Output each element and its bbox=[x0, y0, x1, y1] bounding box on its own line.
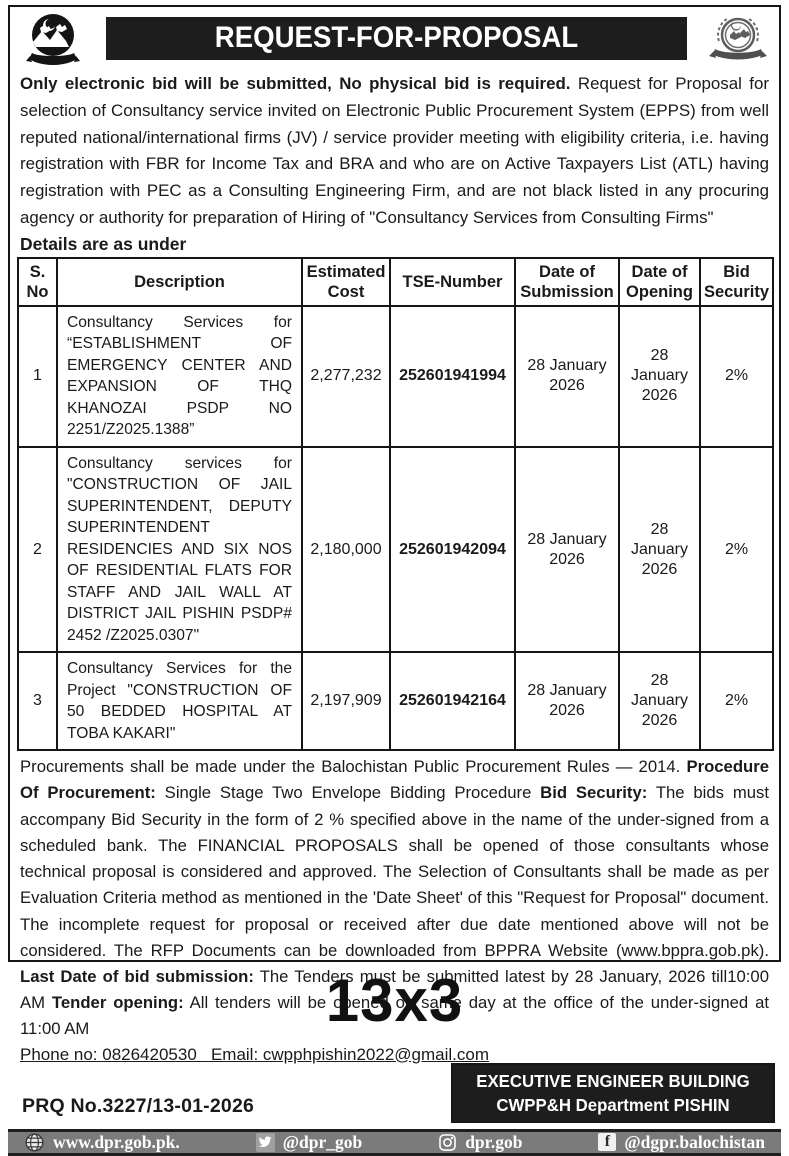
cell-bid_security: 2% bbox=[700, 447, 773, 653]
cell-description: Consultancy services for "CONSTRUCTION OF JAIL SUPERINTENDENT, DEPUTY SUPERINTENDENT RESIDENCIES AND SIX NOS OF RESIDENTIAL FLATS FOR STAFF AND JAIL WALL AT DISTRICT JAIL PISHIN PSDP# 2452 /Z2025.0307" bbox=[57, 447, 302, 653]
intro-paragraph bbox=[10, 71, 779, 232]
bold-text-segment: Tender opening: bbox=[51, 993, 184, 1013]
cell-date_of_submission: 28 January 2026 bbox=[515, 652, 619, 750]
social-footer-bar bbox=[8, 1129, 781, 1156]
text-segment: The Tenders must be submitted latest by 28 January, 2026 till10:00 AM bbox=[20, 966, 769, 1013]
rfp-table bbox=[17, 257, 774, 752]
cell-estimated_cost: 2,277,232 bbox=[302, 306, 390, 447]
cell-description: Consultancy Services for the Project "CONSTRUCTION OF 50 BEDDED HOSPITAL AT TOBA KAKARI" bbox=[57, 652, 302, 750]
header-sno: S. No bbox=[18, 258, 57, 306]
cell-estimated_cost: 2,197,909 bbox=[302, 652, 390, 750]
bold-text-segment: Last Date of bid submission: bbox=[20, 966, 254, 986]
instagram-handle-label: dpr.gob bbox=[465, 1131, 523, 1152]
cell-sno: 3 bbox=[18, 652, 57, 750]
header-description: Description bbox=[57, 258, 302, 306]
cell-tse_number: 252601942164 bbox=[390, 652, 515, 750]
twitter-handle-label: @dpr_gob bbox=[282, 1131, 363, 1152]
details-label: Details are as under bbox=[20, 233, 187, 254]
cell-date_of_opening: 28 January 2026 bbox=[619, 306, 700, 447]
table-header-row bbox=[18, 258, 773, 306]
twitter-icon bbox=[256, 1133, 275, 1152]
facebook-handle-label: @dgpr.balochistan bbox=[624, 1131, 765, 1152]
rfp-table-body bbox=[18, 306, 773, 751]
header-tse-number: TSE-Number bbox=[390, 258, 515, 306]
cell-tse_number: 252601941994 bbox=[390, 306, 515, 447]
text-segment: Single Stage Two Envelope Bidding Procedure bbox=[155, 783, 541, 803]
signature-line-1: EXECUTIVE ENGINEER BUILDING bbox=[476, 1070, 750, 1091]
signature-line-2: CWPP&H Department PISHIN bbox=[496, 1094, 730, 1115]
cell-date_of_opening: 28 January 2026 bbox=[619, 447, 700, 653]
cell-bid_security: 2% bbox=[700, 306, 773, 447]
cell-date_of_submission: 28 January 2026 bbox=[515, 447, 619, 653]
table-row bbox=[18, 447, 773, 653]
contact-line: Phone no: 0826420530 Email: cwpphpishin2022@gmail.com bbox=[20, 1044, 490, 1064]
balochistan-emblem-logo bbox=[16, 12, 90, 68]
cell-date_of_opening: 28 January 2026 bbox=[619, 652, 700, 750]
cell-description: Consultancy Services for “ESTABLISHMENT OF EMERGENCY CENTER AND EXPANSION OF THQ KHANOZAI PSDP NO 2251/Z2025.1388” bbox=[57, 306, 302, 447]
header bbox=[10, 7, 779, 71]
bold-text-segment: Procedure Of Procurement: bbox=[20, 757, 769, 803]
text-segment: All tenders will be opened on same day at the office of the under-signed at 11:00 AM bbox=[20, 993, 770, 1039]
instagram-item bbox=[438, 1132, 522, 1153]
globe-icon bbox=[24, 1132, 45, 1153]
website-item bbox=[24, 1132, 180, 1153]
website-label: www.dpr.gob.pk. bbox=[53, 1131, 180, 1152]
text-segment: Request for Proposal for selection of Consultancy service invited on Electronic Public Procurement System (EPPS) from well reputed national/international firms (JV) / service provider meeting with eligibility criteria, i.e. having registration with FBR for Income Tax and BRA and who are on Active Taxpayers List (ATL) having registration with PEC as a Consulting Engineering Firm, and are not black listed in any procuring agency or authority for preparation of Hiring of "Consultancy Services from Consulting Firms" bbox=[20, 74, 769, 227]
facebook-icon: f bbox=[598, 1133, 616, 1151]
header-date-of-opening: Date of Opening bbox=[619, 258, 700, 306]
cell-estimated_cost: 2,180,000 bbox=[302, 447, 390, 653]
bold-text-segment: Bid Security: bbox=[540, 783, 648, 803]
twitter-item bbox=[256, 1132, 363, 1153]
prq-number: PRQ No.3227/13-01-2026 bbox=[22, 1094, 255, 1117]
header-estimated-cost: Estimated Cost bbox=[302, 258, 390, 306]
signature-block bbox=[453, 1065, 773, 1121]
text-segment: Procurements shall be made under the Balochistan Public Procurement Rules — 2014. bbox=[20, 757, 687, 777]
cell-date_of_submission: 28 January 2026 bbox=[515, 306, 619, 447]
cell-sno: 2 bbox=[18, 447, 57, 653]
instagram-icon bbox=[438, 1133, 457, 1152]
cell-tse_number: 252601942094 bbox=[390, 447, 515, 653]
department-crest-logo bbox=[703, 11, 773, 69]
header-date-of-submission: Date of Submission bbox=[515, 258, 619, 306]
table-row bbox=[18, 306, 773, 447]
page-title: REQUEST-FOR-PROPOSAL bbox=[214, 21, 579, 54]
bold-text-segment: Only electronic bid will be submitted, No physical bid is required. bbox=[20, 74, 571, 93]
title-banner bbox=[106, 17, 687, 60]
table-row bbox=[18, 652, 773, 750]
signature-row bbox=[10, 1065, 779, 1129]
cell-sno: 1 bbox=[18, 306, 57, 447]
ad-size-label: 13x3 bbox=[325, 967, 464, 1034]
cell-bid_security: 2% bbox=[700, 652, 773, 750]
text-segment: The bids must accompany Bid Security in the form of 2 % specified above in the name of the under-signed from a scheduled bank. The FINANCIAL PROPOSALS shall be opened of those consultants whose technical proposal is considered and approved. The Selection of Consultants shall be made as per Evaluation Criteria method as mentioned in the 'Date Sheet' of this "Request for Proposal" document. The incomplete request for proposal or received after due date mentioned above will not be considered. The RFP Documents can be downloaded from BPPRA Website (www.bppra.gob.pk). bbox=[20, 783, 769, 960]
facebook-item bbox=[598, 1132, 765, 1153]
header-bid-security: Bid Security bbox=[700, 258, 773, 306]
